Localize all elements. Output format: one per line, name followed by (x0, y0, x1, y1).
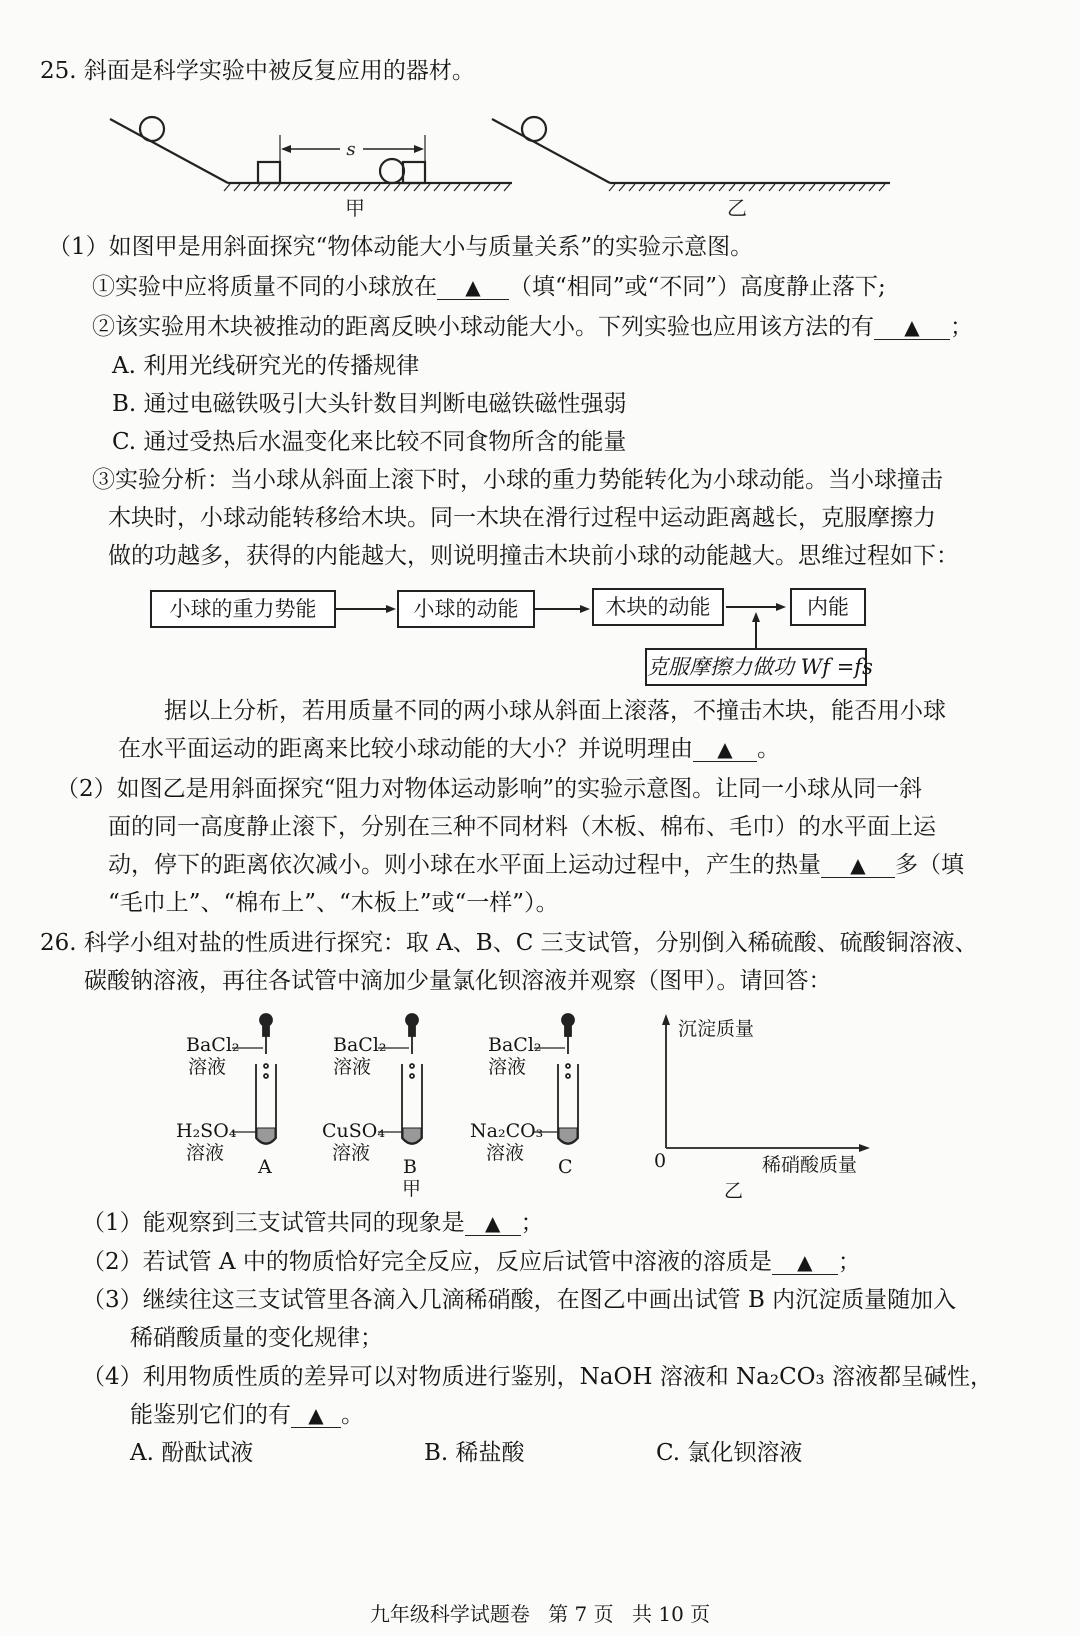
q26-intro: 26. 科学小组对盐的性质进行探究：取 A、B、C 三支试管，分别倒入稀硫酸、硫酸铜溶液、 (40, 930, 978, 956)
q25-part1-q2: ②该实验用木块被推动的距离反映小球动能大小。下列实验也应用该方法的有 ▲ ； (92, 314, 973, 340)
q25-part1-intro: （1）如图甲是用斜面探究“物体动能大小与质量关系”的实验示意图。 (48, 234, 754, 260)
q26-option-c: C. 氯化钡溶液 (656, 1440, 803, 1466)
graph-y-label: 沉淀质量 (678, 1018, 755, 1040)
incline-jia (110, 117, 512, 191)
answer-blank[interactable]: ▲ (465, 1211, 521, 1236)
tube-c-dropper-label: 溶液 (488, 1056, 527, 1078)
q26-option-b: B. 稀盐酸 (424, 1440, 525, 1466)
tube-c-dropper-label: BaCl₂ (488, 1034, 542, 1056)
analysis-line: 做的功越多，获得的内能越大，则说明撞击木块前小球的动能越大。思维过程如下： (108, 543, 959, 569)
answer-blank[interactable]: ▲ (437, 275, 509, 300)
ball-bottom-jia (380, 159, 404, 183)
q25-part2-line: 面的同一高度静止滚下，分别在三种不同材料（木板、棉布、毛巾）的水平面上运 (108, 814, 936, 840)
wood-block-end (403, 162, 425, 183)
q26-option-a: A. 酚酞试液 (130, 1440, 254, 1466)
incline-yi (492, 117, 890, 191)
tube-b-liquid-label: CuSO₄ (322, 1120, 385, 1142)
wood-block-start (258, 162, 280, 183)
option-a: A. 利用光线研究光的传播规律 (112, 353, 420, 379)
footer-title: 九年级科学试题卷 (369, 1602, 530, 1626)
graph-x-label: 稀硝酸质量 (762, 1154, 858, 1176)
tube-b-letter: B (403, 1156, 417, 1178)
flow-box-internal-energy: 内能 (790, 588, 866, 626)
flow-box-friction-work: 克服摩擦力做功 Wf =fs (645, 648, 867, 686)
test-tubes-figure (230, 1010, 610, 1190)
flow-box-gravity-pe: 小球的重力势能 (150, 590, 336, 628)
footer-page: 第 7 页 (548, 1602, 614, 1626)
q25-part2-line: 动，停下的距离依次减小。则小球在水平面上运动过程中，产生的热量 ▲ 多（填 (108, 852, 964, 878)
tube-b-liquid-label: 溶液 (332, 1142, 371, 1164)
tube-a-liquid-label: 溶液 (186, 1142, 225, 1164)
tube-a-letter: A (258, 1156, 272, 1178)
tube-b-dropper-label: BaCl₂ (333, 1034, 387, 1056)
answer-blank[interactable]: ▲ (821, 853, 895, 878)
page-footer (0, 1598, 1080, 1627)
q25-title: 25. 斜面是科学实验中被反复应用的器材。 (40, 58, 475, 84)
q25-part1-q3-line2: 在水平面运动的距离来比较小球动能的大小？并说明理由 ▲ 。 (118, 736, 780, 762)
tube-a-dropper-label: 溶液 (188, 1056, 227, 1078)
q25-part2-line: “毛巾上”、“棉布上”、“木板上”或“一样”）。 (108, 890, 559, 916)
q25-part2-line: （2）如图乙是用斜面探究“阻力对物体运动影响”的实验示意图。让同一小球从同一斜 (56, 776, 923, 802)
q26-q2: （2）若试管 A 中的物质恰好完全反应，反应后试管中溶液的溶质是 ▲ ； (82, 1249, 861, 1275)
tube-c-letter: C (558, 1156, 573, 1178)
answer-blank[interactable]: ▲ (772, 1250, 838, 1275)
tube-a-liquid-label: H₂SO₄ (176, 1120, 237, 1142)
q25-part1-q3-line1: 据以上分析，若用质量不同的两小球从斜面上滚落，不撞击木块，能否用小球 (164, 698, 946, 724)
tube-b-dropper-label: 溶液 (333, 1056, 372, 1078)
tube-c-liquid-label: Na₂CO₃ (470, 1120, 544, 1142)
tube-a-dropper-label: BaCl₂ (186, 1034, 240, 1056)
s-label: s (346, 139, 356, 160)
ball-top-yi (522, 117, 546, 141)
footer-total: 共 10 页 (632, 1602, 711, 1626)
graph-origin: 0 (654, 1150, 667, 1172)
flow-box-block-ke: 木块的动能 (592, 588, 724, 626)
flow-arrows (330, 590, 800, 650)
ball-top-jia (140, 117, 164, 141)
fig-jia-caption-26: 甲 (402, 1178, 422, 1200)
tube-c-liquid-label: 溶液 (486, 1142, 525, 1164)
q26-q1: （1）能观察到三支试管共同的现象是 ▲ ； (82, 1210, 544, 1236)
option-b: B. 通过电磁铁吸引大头针数目判断电磁铁磁性强弱 (112, 391, 627, 417)
incline-figure (100, 105, 900, 225)
q26-q3: 稀硝酸质量的变化规律； (130, 1325, 383, 1351)
graph-caption: 乙 (724, 1180, 744, 1202)
analysis-line: 木块时，小球动能转移给木块。同一木块在滑行过程中运动距离越长，克服摩擦力 (108, 505, 936, 531)
analysis-line: ③实验分析：当小球从斜面上滚下时，小球的重力势能转化为小球动能。当小球撞击 (92, 467, 943, 493)
flow-box-ball-ke: 小球的动能 (397, 590, 535, 628)
q26-intro: 碳酸钠溶液，再往各试管中滴加少量氯化钡溶液并观察（图甲）。请回答： (84, 968, 832, 994)
q26-q4: 能鉴别它们的有 ▲ 。 (130, 1402, 364, 1428)
answer-blank[interactable]: ▲ (693, 737, 757, 762)
option-c: C. 通过受热后水温变化来比较不同食物所含的能量 (112, 429, 627, 455)
fig-jia-caption: 甲 (345, 196, 365, 220)
q25-part1-q1: ①实验中应将质量不同的小球放在 ▲ （填“相同”或“不同”）高度静止落下; (92, 274, 886, 300)
answer-blank[interactable]: ▲ (874, 315, 950, 340)
fig-yi-caption: 乙 (727, 196, 747, 220)
answer-blank[interactable]: ▲ (291, 1403, 341, 1428)
q26-q3: （3）继续往这三支试管里各滴入几滴稀硝酸，在图乙中画出试管 B 内沉淀质量随加入 (82, 1287, 957, 1313)
q26-q4: （4）利用物质性质的差异可以对物质进行鉴别，NaOH 溶液和 Na₂CO₃ 溶液都呈碱性， (82, 1364, 994, 1390)
